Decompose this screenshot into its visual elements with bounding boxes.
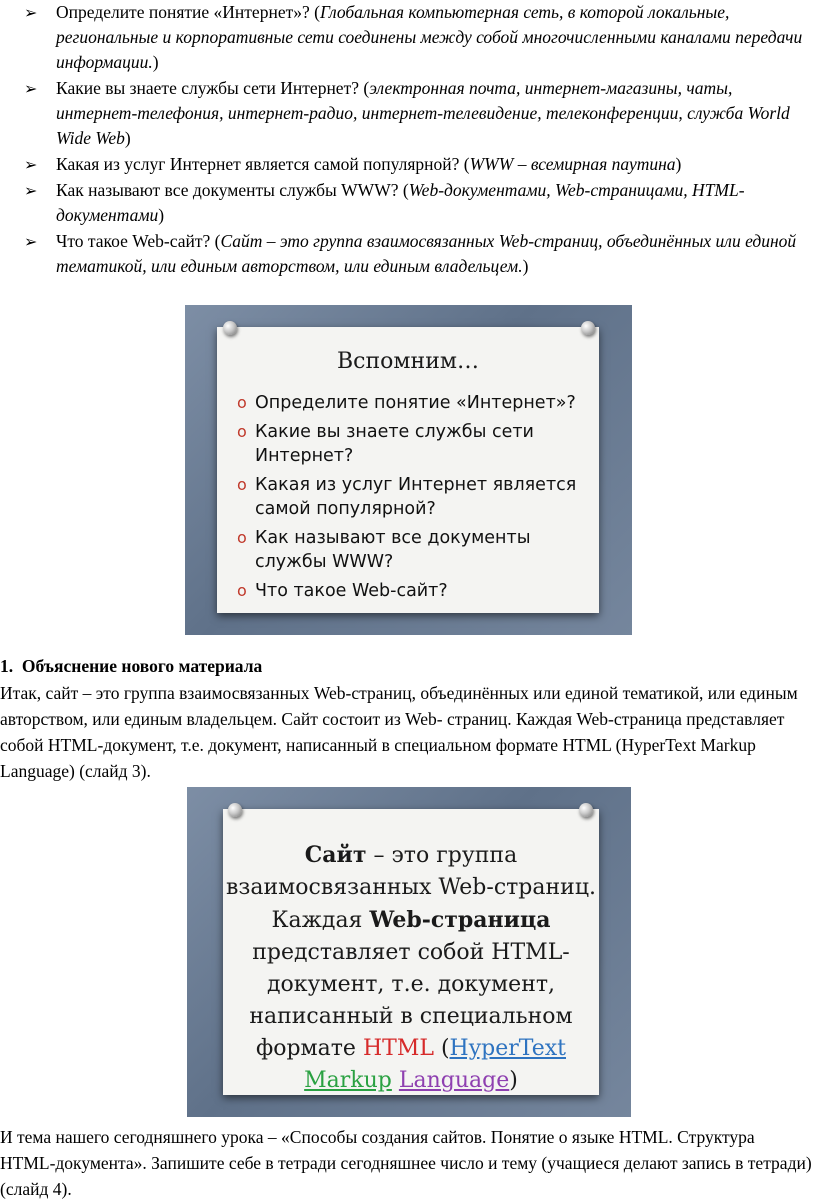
section-title: Объяснение нового материала	[21, 656, 263, 676]
pushpin-icon	[228, 803, 242, 817]
paren: )	[509, 1068, 518, 1093]
slide-title: Вспомним…	[337, 349, 479, 374]
question-text: Какая из услуг Интернет является самой популярной? (	[56, 154, 470, 174]
definition-text: – это группа взаимосвязанных Web-страниц.	[226, 843, 596, 900]
question-item	[0, 76, 816, 151]
pushpin-icon	[581, 321, 595, 335]
bold-term: Web-страница	[369, 907, 551, 933]
arrow-bullet-icon: ➢	[24, 232, 38, 251]
question-item	[0, 229, 816, 279]
slide-card	[217, 327, 599, 613]
arrow-bullet-icon: ➢	[24, 79, 38, 98]
slide-recall	[185, 305, 632, 635]
definition-text: Каждая	[271, 908, 370, 933]
slide-list-item	[237, 526, 587, 574]
markup-word: Markup	[304, 1068, 392, 1093]
question-text: Определите понятие «Интернет»? (	[56, 2, 320, 22]
slide-list-item	[237, 420, 587, 468]
slide-list-item	[237, 579, 587, 603]
slide-list-item	[237, 391, 587, 415]
slide-card	[223, 809, 599, 1095]
circle-bullet-icon: o	[237, 528, 247, 547]
section-number: 1.	[0, 656, 14, 676]
bold-term: Сайт	[304, 842, 367, 868]
answer-text: Глобальная компьютерная сеть, в которой локальные, региональные и корпоративные сети соединены между собой многочисленными каналами передачи информации.	[56, 2, 803, 72]
slide-list-text: Определите понятие «Интернет»?	[255, 393, 576, 413]
slide-definition-text	[223, 839, 599, 1097]
paren: (	[433, 1036, 450, 1061]
paragraph-lesson-topic: И тема нашего сегодняшнего урока – «Способы создания сайтов. Понятие о языке HTML. Структура HTML-документа». Запишите себе в тетради сегодняшнее число и тему (учащиеся делают запись в тетради) (слайд 4).	[0, 1127, 812, 1199]
paren: )	[124, 128, 131, 148]
circle-bullet-icon: o	[237, 393, 247, 412]
circle-bullet-icon: o	[237, 475, 247, 494]
language-word: Language	[398, 1068, 510, 1093]
question-item	[0, 178, 816, 228]
paren: )	[158, 205, 165, 225]
question-text: Какие вы знаете службы сети Интернет? (	[56, 78, 370, 98]
answer-text: Web-документами, Web-страницами, HTML-документами	[56, 180, 745, 225]
answer-text: электронная почта, интернет-магазины, чаты, интернет-телефония, интернет-радио, интернет-телевидение, телеконференции, служба World Wide Web	[56, 78, 790, 148]
pushpin-icon	[223, 321, 237, 335]
slide-list	[237, 391, 587, 608]
slide-list-text: Какие вы знаете службы сети Интернет?	[255, 422, 534, 466]
slide-list-text: Как называют все документы службы WWW?	[255, 528, 531, 572]
section-heading	[0, 656, 262, 677]
question-list	[0, 0, 816, 280]
definition-text: представляет собой HTML-документ, т.е. документ, написанный в специальном формате	[249, 940, 573, 1061]
question-text: Что такое Web-сайт? (	[56, 231, 221, 251]
paren: )	[675, 154, 682, 174]
question-text: Как называют все документы службы WWW? (	[56, 180, 409, 200]
paren: )	[152, 52, 159, 72]
slide-list-text: Какая из услуг Интернет является самой популярной?	[255, 475, 577, 519]
slide-site-definition	[187, 787, 631, 1117]
arrow-bullet-icon: ➢	[24, 3, 38, 22]
paragraph-explanation: Итак, сайт – это группа взаимосвязанных Web-страниц, объединённых или единой тематикой, или единым авторством, или единым владельцем. Сайт состоит из Web- страниц. Каждая Web-страница представляет собой HTML-документ, т.е. документ, написанный в специальном формате HTML (HyperText Markup Language) (слайд 3).	[0, 683, 798, 781]
paren: )	[522, 256, 529, 276]
hypertext-word: HyperText	[449, 1036, 566, 1061]
answer-text: Сайт – это группа взаимосвязанных Web-страниц, объединённых или единой тематикой, или единым авторством, или единым владельцем.	[56, 231, 797, 276]
slide-list-text: Что такое Web-сайт?	[255, 581, 448, 601]
pushpin-icon	[579, 803, 593, 817]
answer-text: WWW – всемирная паутина	[469, 154, 676, 174]
arrow-bullet-icon: ➢	[24, 181, 38, 200]
arrow-bullet-icon: ➢	[24, 155, 38, 174]
circle-bullet-icon: o	[237, 581, 247, 600]
html-term: HTML	[362, 1036, 434, 1061]
slide-list-item	[237, 473, 587, 521]
question-item	[0, 152, 816, 177]
circle-bullet-icon: o	[237, 422, 247, 441]
question-item	[0, 0, 816, 75]
